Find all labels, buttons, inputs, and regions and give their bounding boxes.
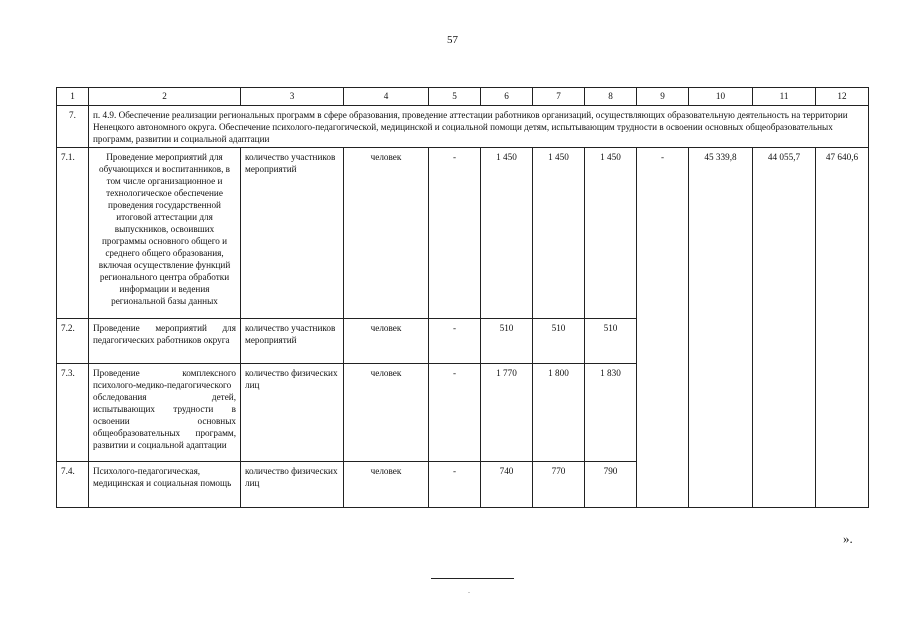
row-unit: человек [344,319,429,364]
scan-dot: . [468,586,470,595]
program-table [56,87,869,508]
row-number: 7.2. [57,319,89,364]
section-title: п. 4.9. Обеспечение реализации региональных программ в сфере образования, проведение аттестации работников организаций, осуществляющих образовательную деятельность на территории Ненецкого автономного округа. Обеспечение психолого-педагогической, медицинской и социальной помощи детям, испытывающим трудности в освоении основных общеобразовательных программ, развитии и социальной адаптации [89,106,869,148]
row-col5: - [429,364,481,462]
row-number: 7.4. [57,462,89,508]
header-cell: 9 [637,88,689,106]
row-unit: человек [344,148,429,319]
header-cell: 2 [89,88,241,106]
row-unit: человек [344,364,429,462]
header-cell: 11 [753,88,816,106]
row-col7: 1 800 [533,364,585,462]
row-col6: 510 [481,319,533,364]
header-cell: 8 [585,88,637,106]
row-col8: 790 [585,462,637,508]
closing-quote-mark: ». [843,531,853,546]
header-cell: 1 [57,88,89,106]
merged-col12: 47 640,6 [816,148,869,508]
row-col8: 510 [585,319,637,364]
header-cell: 3 [241,88,344,106]
header-cell: 6 [481,88,533,106]
header-cell: 10 [689,88,753,106]
row-indicator: количество участников мероприятий [241,148,344,319]
section-number: 7. [57,106,89,148]
row-col6: 1 770 [481,364,533,462]
row-name: Проведение мероприятий для педагогических работников округа [89,319,241,364]
merged-col9: - [637,148,689,508]
row-indicator: количество физических лиц [241,364,344,462]
row-col6: 740 [481,462,533,508]
row-indicator: количество участников мероприятий [241,319,344,364]
row-col5: - [429,319,481,364]
row-col5: - [429,148,481,319]
header-cell: 4 [344,88,429,106]
row-indicator: количество физических лиц [241,462,344,508]
merged-col11: 44 055,7 [753,148,816,508]
header-cell: 7 [533,88,585,106]
row-name: Психолого-педагогическая, медицинская и социальная помощь [89,462,241,508]
merged-col10: 45 339,8 [689,148,753,508]
header-row [57,88,869,106]
page-number: 57 [447,34,458,46]
row-col8: 1 450 [585,148,637,319]
row-number: 7.3. [57,364,89,462]
row-col5: - [429,462,481,508]
row-col7: 1 450 [533,148,585,319]
footnote-separator-line [431,578,514,579]
row-col8: 1 830 [585,364,637,462]
row-col7: 770 [533,462,585,508]
row-number: 7.1. [57,148,89,319]
header-cell: 12 [816,88,869,106]
row-col7: 510 [533,319,585,364]
row-name: Проведение мероприятий для обучающихся и воспитанников, в том числе организационное и технологическое обеспечение проведения государственной итоговой аттестации для выпускников, освоивших программы основного общего и среднего общего образования, включая осуществление функций регионального центра обработки информации и ведения региональной базы данных [89,148,241,319]
row-col6: 1 450 [481,148,533,319]
section-row [57,106,869,148]
row-name: Проведение комплексного психолого-медико-педагогического обследования детей, испытывающих трудности в освоении основных общеобразовательных программ, развитии и социальной адаптации [89,364,241,462]
header-cell: 5 [429,88,481,106]
row-unit: человек [344,462,429,508]
table-row [57,148,869,319]
